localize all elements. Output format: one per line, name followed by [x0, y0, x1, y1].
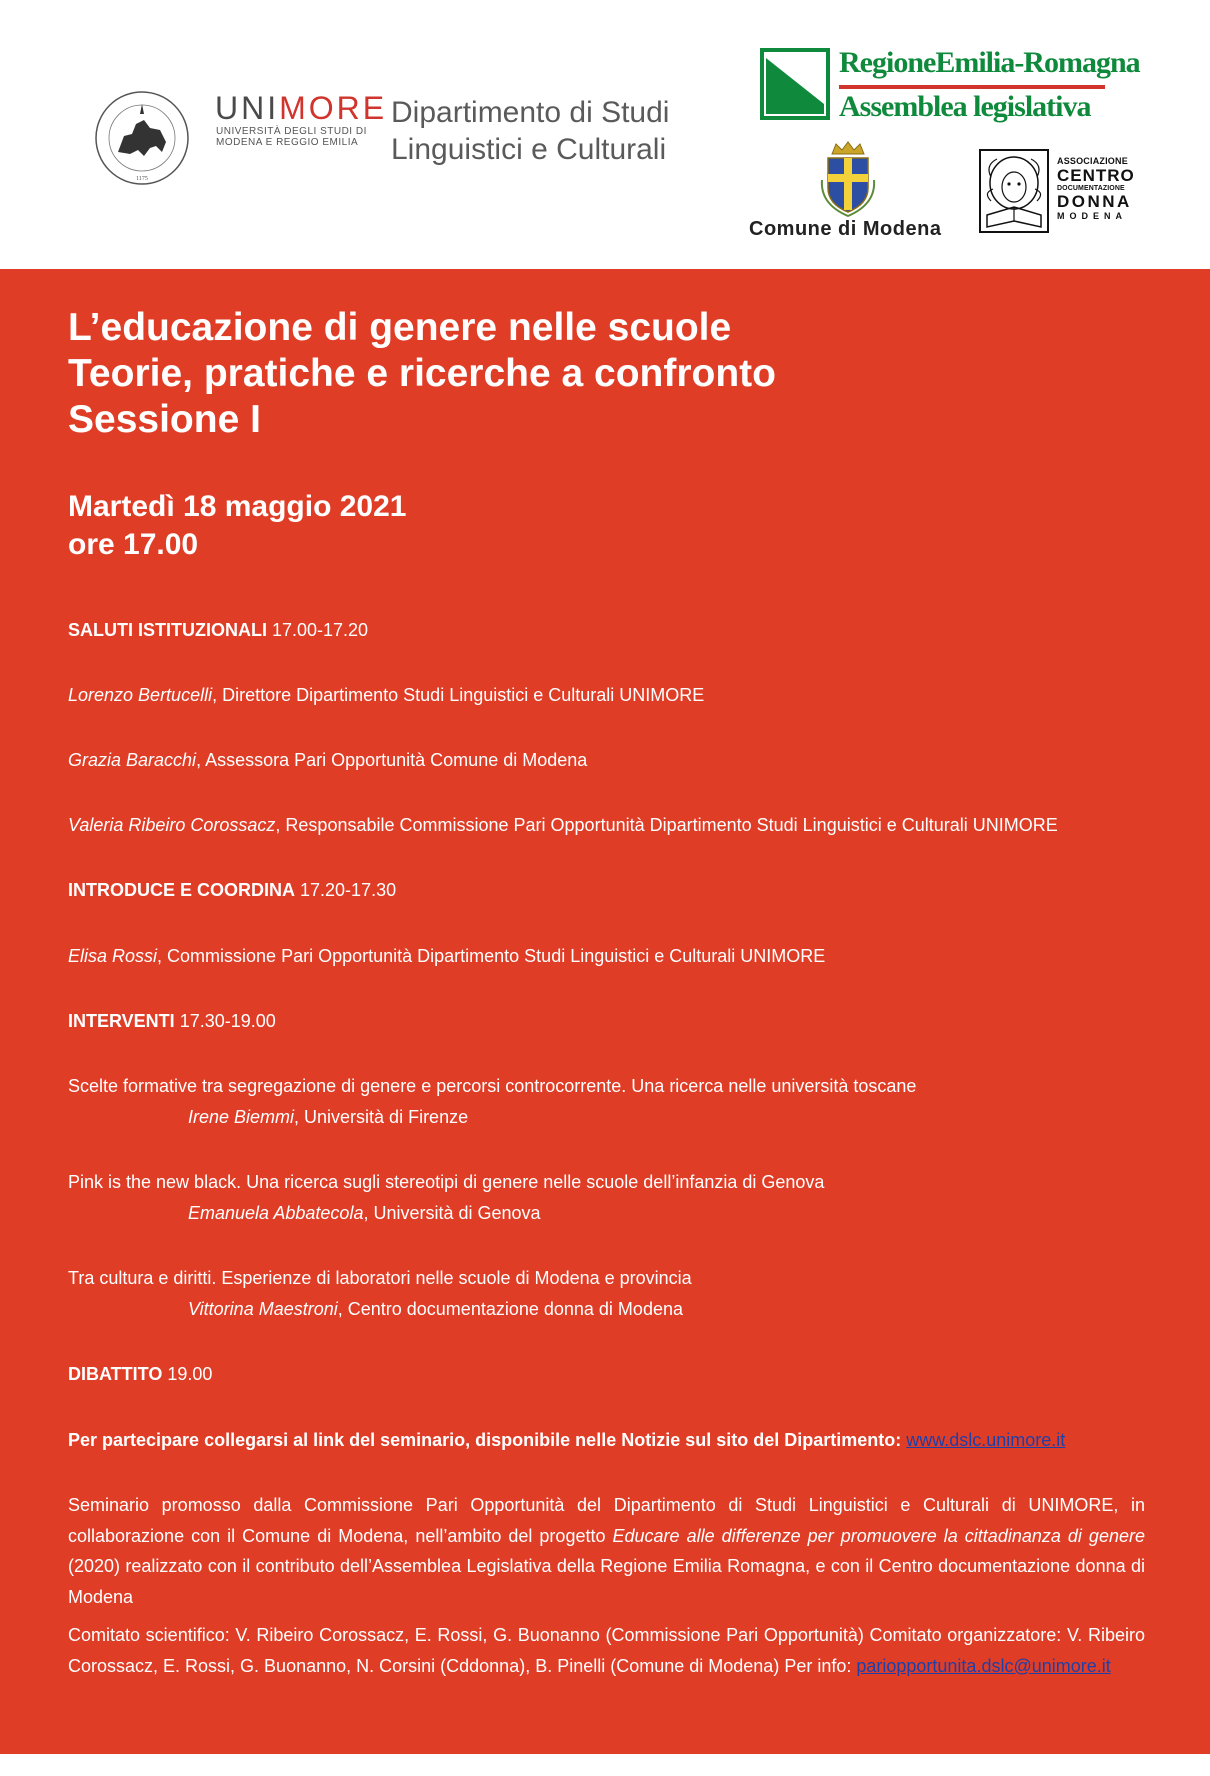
- svg-text:1175: 1175: [136, 176, 148, 182]
- participation-note: Per partecipare collegarsi al link del seminario, disponibile nelle Notizie sul sito del Dipartimento: www.dslc.unimore.it: [68, 1430, 1066, 1450]
- talk-speaker: Emanuela Abbatecola, Università di Genova: [188, 1203, 541, 1223]
- talk-speaker: Vittorina Maestroni, Centro documentazione donna di Modena: [188, 1299, 683, 1319]
- unimore-subtitle: UNIVERSITÀ DEGLI STUDI DI MODENA E REGGIO EMILIA: [216, 126, 367, 148]
- talk-item: [68, 1071, 916, 1133]
- talk-title: Scelte formative tra segregazione di genere e percorsi controcorrente. Una ricerca nelle università toscane: [68, 1076, 917, 1096]
- regione-emilia-romagna-logo-icon: [760, 48, 830, 120]
- regione-title: RegioneEmilia-Romagna: [839, 46, 1140, 79]
- section-dibattito: DIBATTITO 19.00: [68, 1364, 213, 1384]
- speaker-line: Valeria Ribeiro Corossacz, Responsabile Commissione Pari Opportunità Dipartimento Studi Linguistici e Culturali UNIMORE: [68, 815, 1058, 835]
- comune-modena-crest-icon: [818, 140, 878, 218]
- comune-modena-label: Comune di Modena: [749, 218, 942, 240]
- department-name: Dipartimento di Studi Linguistici e Culturali: [391, 96, 670, 166]
- header: [0, 0, 1210, 269]
- event-title: L’educazione di genere nelle scuole Teorie, pratiche e ricerche a confronto Sessione I: [68, 306, 776, 441]
- talk-speaker: Irene Biemmi, Università di Firenze: [188, 1107, 469, 1127]
- event-date: Martedì 18 maggio 2021 ore 17.00: [68, 490, 407, 561]
- speaker-line: Grazia Baracchi, Assessora Pari Opportunità Comune di Modena: [68, 750, 588, 770]
- committees-paragraph: Comitato scientifico: V. Ribeiro Corossacz, E. Rossi, G. Buonanno (Commissione Pari Opportunità) Comitato organizzatore: V. Ribeiro Corossacz, E. Rossi, G. Buonanno, N. Corsini (Cddonna), B. Pinelli (Comune di Modena) Per info: pariopportunita.dslc@unimore.it: [68, 1625, 1145, 1676]
- talk-title: Pink is the new black. Una ricerca sugli stereotipi di genere nelle scuole dell’infanzia di Genova: [68, 1172, 825, 1192]
- department-site-link[interactable]: www.dslc.unimore.it: [906, 1430, 1066, 1450]
- talk-item: [68, 1167, 824, 1229]
- talk-item: [68, 1263, 692, 1325]
- assemblea-title: Assemblea legislativa: [839, 90, 1091, 123]
- unimore-wordmark: UNIMORE: [215, 90, 388, 126]
- cdd-wordmark: ASSOCIAZIONE CENTRO DOCUMENTAZIONE DONNA MODENA: [1057, 156, 1135, 221]
- unimore-seal-icon: [94, 90, 190, 186]
- section-saluti: SALUTI ISTITUZIONALI 17.00-17.20: [68, 620, 369, 640]
- section-interventi: INTERVENTI 17.30-19.00: [68, 1011, 276, 1031]
- regione-divider: [839, 85, 1105, 89]
- promotion-paragraph: Seminario promosso dalla Commissione Pari Opportunità del Dipartimento di Studi Linguistici e Culturali di UNIMORE, in collaborazione con il Comune di Modena, nell’ambito del progetto Educare alle differenze per promuovere la cittadinanza di genere (2020) realizzato con il contributo dell’Assemblea Legislativa della Regione Emilia Romagna, e con il Centro documentazione donna di Modena: [68, 1495, 1145, 1607]
- section-introduce: INTRODUCE E COORDINA 17.20-17.30: [68, 880, 397, 900]
- coordinator-line: Elisa Rossi, Commissione Pari Opportunità Dipartimento Studi Linguistici e Culturali UNIMORE: [68, 946, 826, 966]
- talk-title: Tra cultura e diritti. Esperienze di laboratori nelle scuole di Modena e provincia: [68, 1268, 692, 1288]
- cdd-portrait-icon: [979, 149, 1049, 233]
- program-panel: [0, 269, 1210, 1754]
- speaker-line: Lorenzo Bertucelli, Direttore Dipartimento Studi Linguistici e Culturali UNIMORE: [68, 685, 705, 705]
- info-email-link[interactable]: pariopportunita.dslc@unimore.it: [856, 1655, 1111, 1676]
